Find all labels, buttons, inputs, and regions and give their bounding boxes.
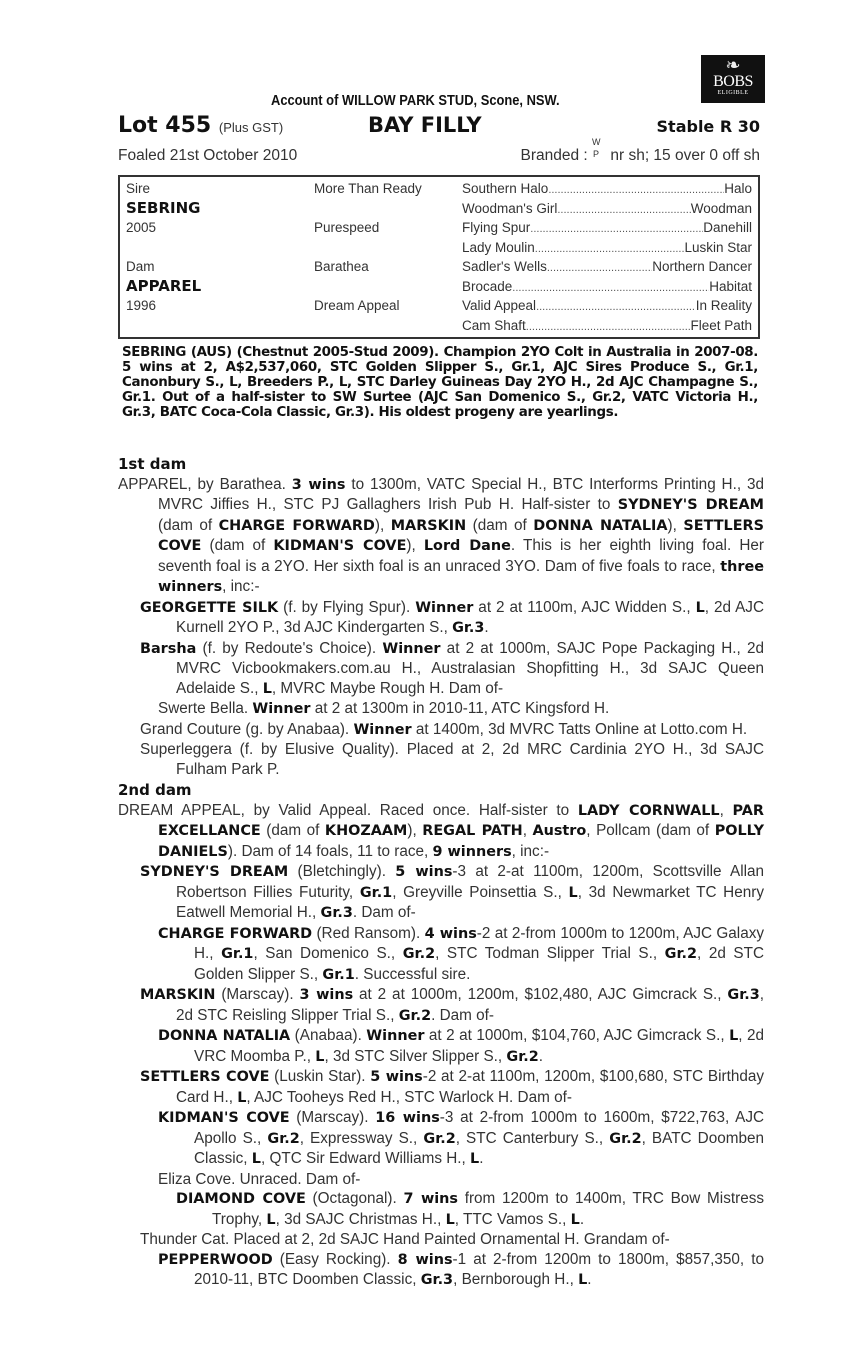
pedigree-col1: 1996: [126, 298, 157, 313]
pedigree-entry: DREAM APPEAL, by Valid Appeal. Raced once. Half-sister to LADY CORNWALL, PAR EXCELLANCE (dam of KHOZAAM), REGAL PATH, Austro, Pollcam (dam of POLLY DANIELS). Dam of 14 foals, 11 to race, 9 winners, inc:-: [118, 801, 764, 860]
pedigree-row: [126, 277, 752, 297]
pedigree-entry: CHARGE FORWARD (Red Ransom). 4 wins-2 at 2-from 1000m to 1200m, AJC Galaxy H., Gr.1, San Domenico S., Gr.2, STC Todman Slipper Trial S., Gr.2, 2d STC Golden Slipper S., Gr.1. Successful sire.: [158, 924, 764, 983]
pedigree-col3: Southern Halo ..... Halo: [462, 179, 752, 201]
pedigree-entry: MARSKIN (Marscay). 3 wins at 2 at 1000m, 1200m, $102,480, AJC Gimcrack S., Gr.3, 2d STC Reisling Slipper Trial S., Gr.2. Dam of-: [140, 986, 765, 1024]
lot-description: BAY FILLY: [368, 113, 482, 137]
pedigree-entry: Swerte Bella. Winner at 2 at 1300m in 2010-11, ATC Kingsford H.: [158, 700, 610, 717]
pedigree-entry: KIDMAN'S COVE (Marscay). 16 wins-3 at 2-from 1000m to 1600m, $722,763, AJC Apollo S., Gr.2, Expressway S., Gr.2, STC Canterbury S., Gr.2, BATC Doomben Classic, L, QTC Sir Edward Williams H., L.: [158, 1109, 765, 1167]
vendor-account: Account of WILLOW PARK STUD, Scone, NSW.: [271, 92, 560, 109]
brand-info: [520, 137, 760, 165]
sire-summary: SEBRING (AUS) (Chestnut 2005-Stud 2009). Champion 2YO Colt in Australia in 2007-08. 5 wins at 2, A$2,537,060, STC Golden Slipper S., Gr.1, AJC Sires Produce S., Gr.1, Canonbury S., L, Breeders P., L, STC Darley Guineas Day 2YO H., 2d AJC Champagne S., Gr.1. Out of a half-sister to SW Surtee (AJC San Domenico S., Gr.2, VATC Victoria H., Gr.3, BATC Coca-Cola Classic, Gr.3). His oldest progeny are yearlings.: [122, 345, 758, 420]
pedigree-col1: APPAREL: [126, 276, 202, 295]
pedigree-col3: Brocade ..... Habitat: [462, 277, 752, 299]
gst-note: (Plus GST): [218, 120, 284, 135]
lot-header: [118, 113, 764, 141]
pedigree-col3: Lady Moulin ..... Luskin Star: [462, 238, 752, 260]
pedigree-col2: Barathea: [314, 259, 369, 274]
brand-bottom: P: [593, 149, 600, 159]
pedigree-entry: SETTLERS COVE (Luskin Star). 5 wins-2 at 2-at 1100m, 1200m, $100,680, STC Birthday Card H., L, AJC Tooheys Red H., STC Warlock H. Dam of-: [140, 1068, 764, 1106]
pedigree-col3: Woodman's Girl ..... Woodman: [462, 199, 752, 221]
pedigree-row: [126, 199, 752, 219]
pedigree-col1: Sire: [126, 181, 151, 196]
logo-title: BOBS: [713, 73, 753, 90]
pedigree-entry: DIAMOND COVE (Octagonal). 7 wins from 1200m to 1400m, TRC Bow Mistress Trophy, L, 3d SAJC Christmas H., L, TTC Vamos S., L.: [176, 1190, 764, 1228]
pedigree-col3: Valid Appeal ..... In Reality: [462, 296, 752, 318]
pedigree-col2: More Than Ready: [314, 181, 422, 196]
pedigree-entry: Grand Couture (g. by Anabaa). Winner at 1400m, 3d MVRC Tatts Online at Lotto.com H.: [140, 720, 748, 738]
stable-location: Stable R 30: [656, 117, 760, 136]
first-dam-section: [118, 455, 764, 779]
pedigree-entry: GEORGETTE SILK (f. by Flying Spur). Winner at 2 at 1100m, AJC Widden S., L, 2d AJC Kurnell 2YO P., 3d AJC Kindergarten S., Gr.3.: [140, 598, 764, 636]
pedigree-entry: Thunder Cat. Placed at 2, 2d SAJC Hand Painted Ornamental H. Grandam of-: [140, 1231, 670, 1248]
pedigree-row: [126, 218, 752, 238]
pedigree-table: [118, 175, 760, 339]
pedigree-col1: Dam: [126, 259, 155, 274]
lot-label: Lot 455: [118, 113, 212, 138]
pedigree-entry: DONNA NATALIA (Anabaa). Winner at 2 at 1000m, $104,760, AJC Gimcrack S., L, 2d VRC Moomba P., L, 3d STC Silver Slipper S., Gr.2.: [158, 1027, 764, 1065]
pedigree-row: [126, 179, 752, 199]
pedigree-entry: PEPPERWOOD (Easy Rocking). 8 wins-1 at 2-from 1200m to 1800m, $857,350, to 2010-11, BTC Doomben Classic, Gr.3, Bernborough H., L.: [158, 1250, 764, 1288]
brand-top: W: [592, 137, 601, 147]
second-dam-section: [118, 781, 764, 1291]
pedigree-entry: APPAREL, by Barathea. 3 wins to 1300m, VATC Special H., BTC Interforms Printing H., 3d MVRC Jiffies H., STC PJ Gallaghers Irish Pub H. Half-sister to SYDNEY'S DREAM (dam of CHARGE FORWARD), MARSKIN (dam of DONNA NATALIA), SETTLERS COVE (dam of KIDMAN'S COVE), Lord Dane. This is her eighth living foal. Her seventh foal is a 2YO. Her sixth foal is an unraced 3YO. Dam of five foals to race, three winners, inc:-: [118, 475, 764, 595]
lot-number: [118, 113, 283, 138]
pedigree-row: [126, 296, 752, 316]
branded-text: nr sh; 15 over 0 off sh: [610, 147, 760, 164]
pedigree-col3: Flying Spur ..... Danehill: [462, 218, 752, 240]
foaled-date: Foaled 21st October 2010: [118, 147, 298, 164]
pedigree-col2: Purespeed: [314, 220, 380, 235]
section-heading: 1st dam: [118, 455, 187, 473]
pedigree-col3: Cam Shaft ..... Fleet Path: [462, 316, 752, 338]
pedigree-col1: 2005: [126, 220, 157, 235]
pedigree-entry: Barsha (f. by Redoute's Choice). Winner at 2 at 1000m, SAJC Pope Packaging H., 2d MVRC Vicbookmakers.com.au H., Australasian Shopfitting H., 3d SAJC Queen Adelaide S., L, MVRC Maybe Rough H. Dam of-: [140, 639, 764, 697]
pedigree-row: [126, 238, 752, 258]
branded-label: Branded :: [520, 147, 588, 164]
pedigree-row: [126, 257, 752, 277]
logo-subtitle: ELIGIBLE: [717, 90, 749, 96]
pedigree-col1: SEBRING: [126, 198, 201, 217]
pedigree-col2: Dream Appeal: [314, 298, 400, 313]
horse-icon: ❧: [725, 55, 741, 75]
pedigree-entry: SYDNEY'S DREAM (Bletchingly). 5 wins-3 at 2-at 1100m, 1200m, Scottsville Allan Robertson Fillies Futurity, Gr.1, Greyville Poinsettia S., L, 3d Newmarket TC Henry Eatwell Memorial H., Gr.3. Dam of-: [140, 863, 765, 921]
pedigree-row: [126, 316, 752, 336]
section-heading: 2nd dam: [118, 781, 192, 799]
pedigree-entry: Superleggera (f. by Elusive Quality). Placed at 2, 2d MRC Cardinia 2YO H., 3d SAJC Fulham Park P.: [140, 741, 764, 778]
pedigree-entry: Eliza Cove. Unraced. Dam of-: [158, 1170, 361, 1188]
bobs-eligible-logo: [701, 55, 765, 103]
pedigree-col3: Sadler's Wells ..... Northern Dancer: [462, 257, 752, 279]
